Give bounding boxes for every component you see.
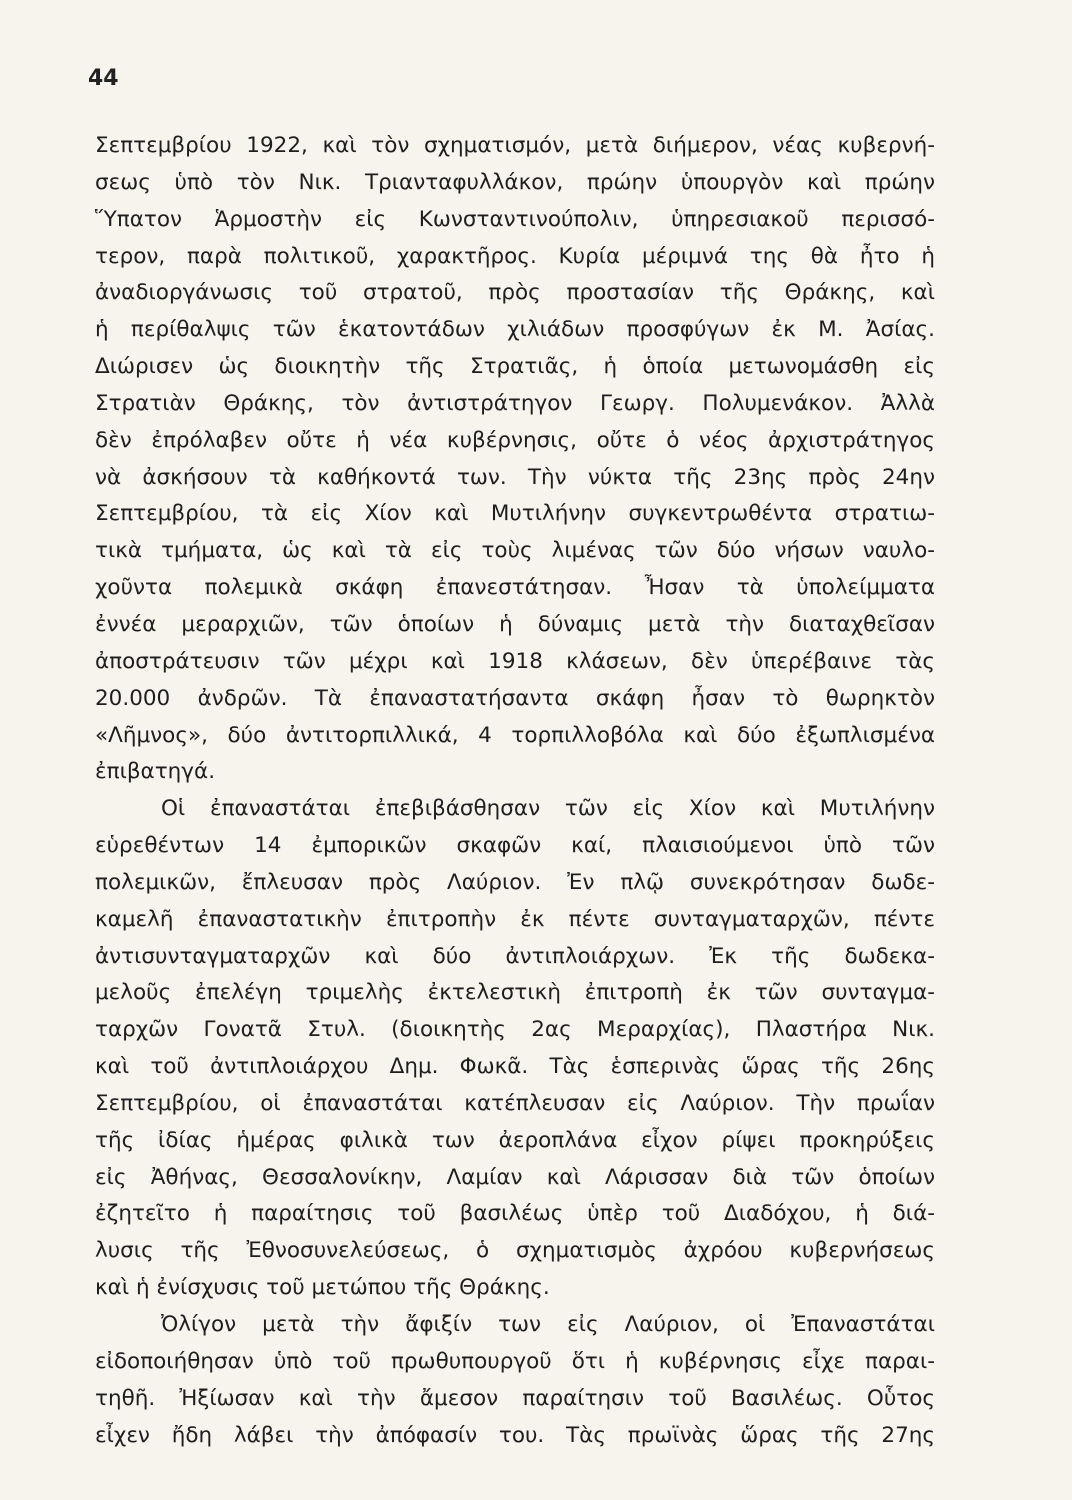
text-line: Σεπτεμβρίου, οἱ ἐπαναστάται κατέπλευσαν εἰς Λαύριον. Τὴν πρωΐαν xyxy=(95,1090,935,1116)
text-line: ἀναδιοργάνωσις τοῦ στρατοῦ, πρὸς προστασίαν τῆς Θράκης, καὶ xyxy=(95,280,935,306)
text-line: εἶχεν ἤδη λάβει τὴν ἀπόφασίν του. Τὰς πρωϊνὰς ὥρας τῆς 27ης xyxy=(95,1422,935,1448)
text-line: Σεπτεμβρίου 1922, καὶ τὸν σχηματισμόν, μετὰ διήμερον, νέας κυβερνή- xyxy=(95,133,935,158)
text-line: ἐπιβατηγά. xyxy=(95,759,216,785)
text-line: ἀντισυνταγματαρχῶν καὶ δύο ἀντιπλοιάρχων. Ἐκ τῆς δωδεκα- xyxy=(95,943,935,969)
text-line: Διώρισεν ὡς διοικητὴν τῆς Στρατιᾶς, ἡ ὁποία μετωνομάσθη εἰς xyxy=(95,354,935,380)
text-line: καὶ ἡ ἐνίσχυσις τοῦ μετώπου τῆς Θράκης. xyxy=(95,1275,550,1301)
text-line: δὲν ἐπρόλαβεν οὔτε ἡ νέα κυβέρνησις, οὔτε ὁ νέος ἀρχιστράτηγος xyxy=(95,427,935,453)
text-line: ἀποστράτευσιν τῶν μέχρι καὶ 1918 κλάσεων, δὲν ὑπερέβαινε τὰς xyxy=(95,648,935,674)
text-line: Σεπτεμβρίου, τὰ εἰς Χίον καὶ Μυτιλήνην συγκεντρωθέντα στρατιω- xyxy=(95,501,935,527)
text-line: εἰδοποιήθησαν ὑπὸ τοῦ πρωθυπουργοῦ ὅτι ἡ κυβέρνησις εἶχε παραι- xyxy=(95,1348,935,1374)
text-line: Ὕπατον Ἁρμοστὴν εἰς Κωνσταντινούπολιν, ὑπηρεσιακοῦ περισσό- xyxy=(95,206,935,232)
text-line: Ὀλίγον μετὰ τὴν ἄφιξίν των εἰς Λαύριον, οἱ Ἐπαναστάται xyxy=(161,1312,935,1337)
text-line: Οἱ ἐπαναστάται ἐπεβιβάσθησαν τῶν εἰς Χίον καὶ Μυτιλήνην xyxy=(161,796,935,822)
text-line: ἡ περίθαλψις τῶν ἑκατοντάδων χιλιάδων προσφύγων ἐκ Μ. Ἀσίας. xyxy=(95,317,935,343)
text-line: σεως ὑπὸ τὸν Νικ. Τριανταφυλλάκον, πρώην ὑπουργὸν καὶ πρώην xyxy=(95,169,935,195)
text-line: ταρχῶν Γονατᾶ Στυλ. (διοικητὴς 2ας Μεραρχίας), Πλαστήρα Νικ. xyxy=(95,1017,935,1043)
text-line: λυσις τῆς Ἐθνοσυνελεύσεως, ὁ σχηματισμὸς ἀχρόου κυβερνήσεως xyxy=(95,1238,935,1264)
text-line: τῆς ἰδίας ἡμέρας φιλικὰ των ἀεροπλάνα εἶχον ρίψει προκηρύξεις xyxy=(95,1127,935,1153)
text-line: τικὰ τμήματα, ὡς καὶ τὰ εἰς τοὺς λιμένας τῶν δύο νήσων ναυλο- xyxy=(95,538,935,564)
body-text xyxy=(95,128,935,1454)
page-number: 44 xyxy=(88,66,119,91)
text-line: ἐννέα μεραρχιῶν, τῶν ὁποίων ἡ δύναμις μετὰ τὴν διαταχθεῖσαν xyxy=(95,611,935,637)
text-line: χοῦντα πολεμικὰ σκάφη ἐπανεστάτησαν. Ἦσαν τὰ ὑπολείμματα xyxy=(95,575,935,601)
text-line: Στρατιὰν Θράκης, τὸν ἀντιστράτηγον Γεωργ. Πολυμενάκον. Ἀλλὰ xyxy=(95,390,935,416)
text-line: 20.000 ἀνδρῶν. Τὰ ἐπαναστατήσαντα σκάφη ἦσαν τὸ θωρηκτὸν xyxy=(95,685,935,711)
text-line: τηθῆ. Ἠξίωσαν καὶ τὴν ἄμεσον παραίτησιν τοῦ Βασιλέως. Οὗτος xyxy=(95,1385,935,1411)
text-line: εὑρεθέντων 14 ἐμπορικῶν σκαφῶν καί, πλαισιούμενοι ὑπὸ τῶν xyxy=(95,833,935,859)
text-line: ἐζητεῖτο ἡ παραίτησις τοῦ βασιλέως ὑπὲρ τοῦ Διαδόχου, ἡ διά- xyxy=(95,1201,935,1227)
text-line: εἰς Ἀθήνας, Θεσσαλονίκην, Λαμίαν καὶ Λάρισσαν διὰ τῶν ὁποίων xyxy=(95,1164,935,1190)
text-line: «Λῆμνος», δύο ἀντιτορπιλλικά, 4 τορπιλλοβόλα καὶ δύο ἐξωπλισμένα xyxy=(95,722,935,748)
text-line: καμελῆ ἐπαναστατικὴν ἐπιτροπὴν ἐκ πέντε συνταγματαρχῶν, πέντε xyxy=(95,906,935,932)
text-line: νὰ ἀσκήσουν τὰ καθήκοντά των. Τὴν νύκτα τῆς 23ης πρὸς 24ην xyxy=(95,464,935,490)
text-line: πολεμικῶν, ἔπλευσαν πρὸς Λαύριον. Ἐν πλῷ συνεκρότησαν δωδε- xyxy=(95,869,935,895)
text-line: τερον, παρὰ πολιτικοῦ, χαρακτῆρος. Κυρία μέριμνά της θὰ ἦτο ἡ xyxy=(95,243,935,269)
text-line: μελοῦς ἐπελέγη τριμελὴς ἐκτελεστικὴ ἐπιτροπὴ ἐκ τῶν συνταγμα- xyxy=(95,980,935,1006)
text-line: καὶ τοῦ ἀντιπλοιάρχου Δημ. Φωκᾶ. Τὰς ἑσπερινὰς ὥρας τῆς 26ης xyxy=(95,1054,935,1080)
